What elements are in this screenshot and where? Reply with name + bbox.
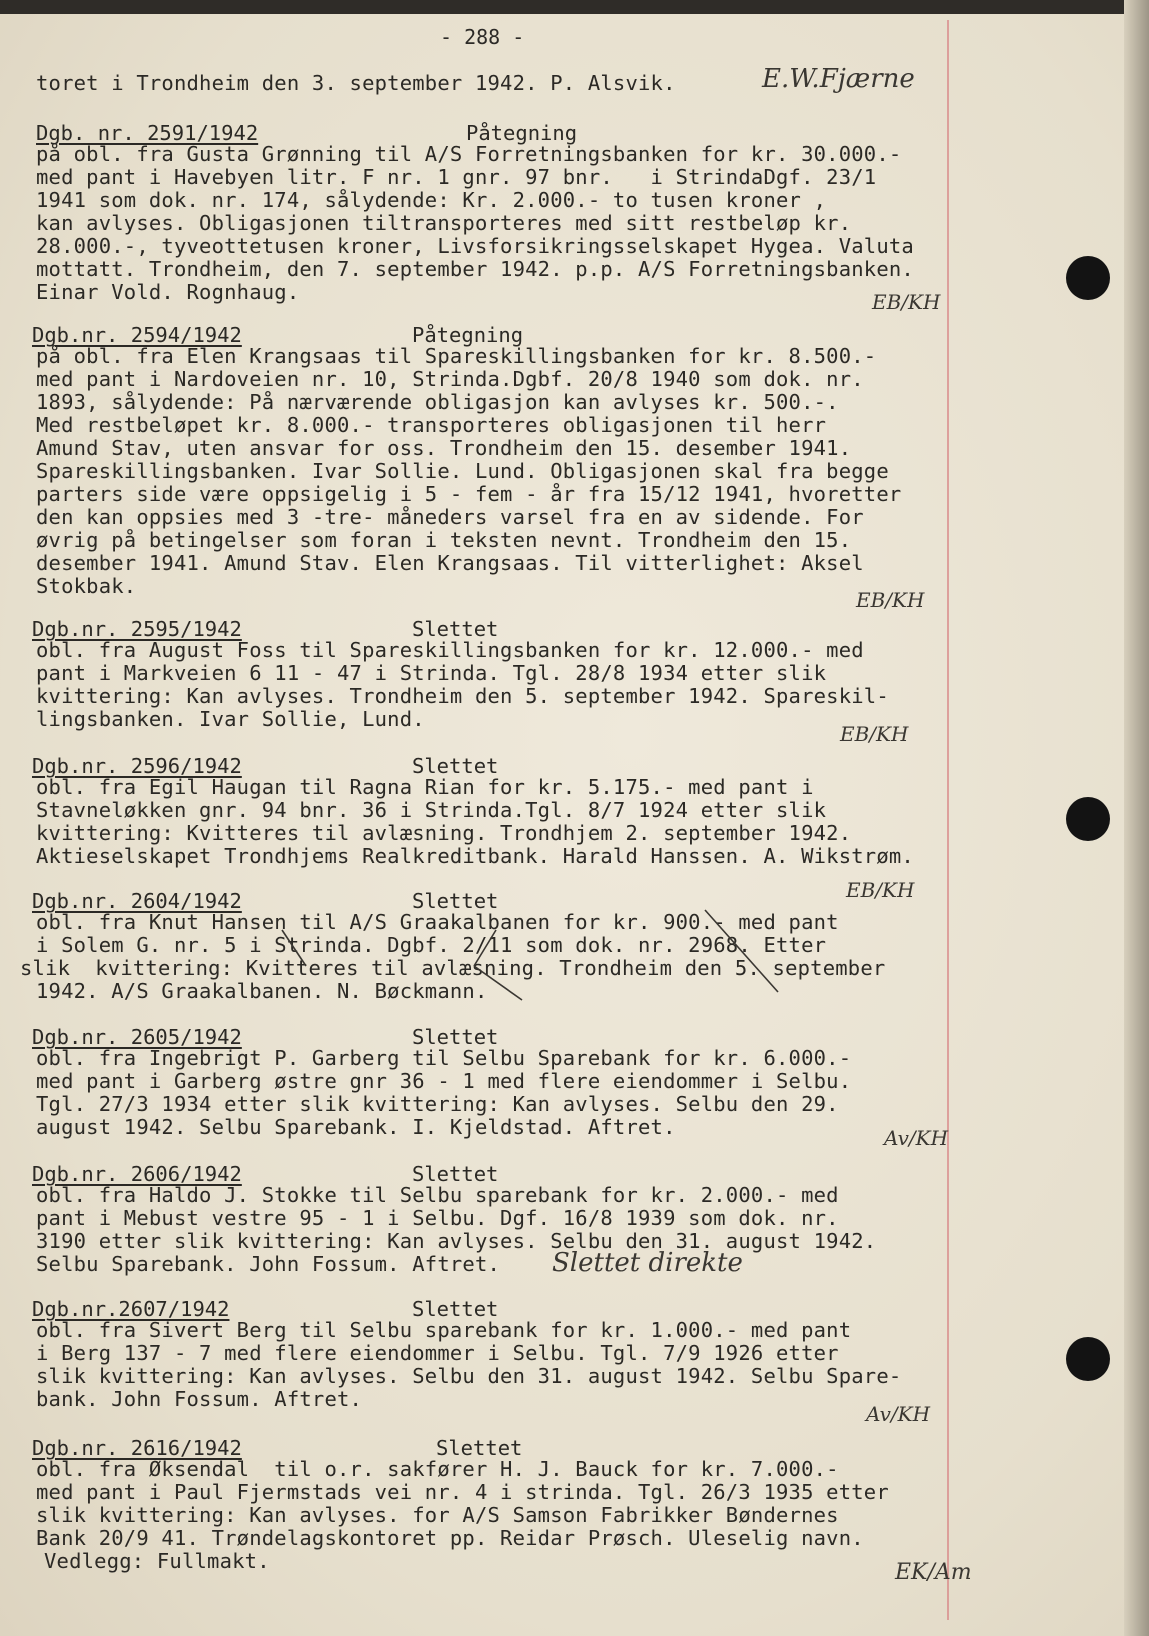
entry-text-line: kvittering: Kan avlyses. Trondheim den 5. september 1942. Spareskil- xyxy=(36,684,889,708)
entry-text-line: med pant i Garberg østre gnr 36 - 1 med flere eiendommer i Selbu. xyxy=(36,1069,852,1093)
entry-text-line: 3190 etter slik kvittering: Kan avlyses. Selbu den 31. august 1942. xyxy=(36,1229,877,1253)
handwritten-initials: EB/KH xyxy=(840,722,909,746)
entry-text-line: lingsbanken. Ivar Sollie, Lund. xyxy=(36,707,425,731)
entry-text-line: obl. fra Haldo J. Stokke til Selbu sparebank for kr. 2.000.- med xyxy=(36,1183,839,1207)
entry-type: Påtegning xyxy=(412,323,524,347)
entry-text-line: Stokbak. xyxy=(36,574,137,598)
continuation-line: toret i Trondheim den 3. september 1942. P. Alsvik. xyxy=(36,71,676,95)
entry-text-line: på obl. fra Gusta Grønning til A/S Forretningsbanken for kr. 30.000.- xyxy=(36,142,902,166)
entry-text-line: 28.000.-, tyveottetusen kroner, Livsforsikringsselskapet Hygea. Valuta xyxy=(36,234,914,258)
entry-type: Slettet xyxy=(412,754,499,778)
entry-text-line: øvrig på betingelser som foran i teksten nevnt. Trondheim den 15. xyxy=(36,528,852,552)
entry-type: Slettet xyxy=(412,889,499,913)
entry-text-line: Einar Vold. Rognhaug. xyxy=(36,280,300,304)
entry-number: Dgb.nr. 2604/1942 xyxy=(32,889,242,913)
entry-text-line: kvittering: Kvitteres til avlæsning. Trondhjem 2. september 1942. xyxy=(36,821,852,845)
entry-type: Påtegning xyxy=(466,121,578,145)
handwritten-initials: EK/Am xyxy=(895,1560,972,1585)
entry-text-line: Stavneløkken gnr. 94 bnr. 36 i Strinda.Tgl. 8/7 1924 etter slik xyxy=(36,798,827,822)
entry-text-line: med pant i Nardoveien nr. 10, Strinda.Dgbf. 20/8 1940 som dok. nr. xyxy=(36,367,864,391)
handwritten-note: Slettet direkte xyxy=(552,1248,743,1278)
entry-number: Dgb.nr. 2596/1942 xyxy=(32,754,242,778)
entry-number: Dgb.nr. 2605/1942 xyxy=(32,1025,242,1049)
entry-text-line: pant i Markveien 6 11 - 47 i Strinda. Tgl. 28/8 1934 etter slik xyxy=(36,661,827,685)
entry-number: Dgb.nr. 2616/1942 xyxy=(32,1436,242,1460)
entry-text-line: Amund Stav, uten ansvar for oss. Trondheim den 15. desember 1941. xyxy=(36,436,852,460)
handwritten-initials: Av/KH xyxy=(866,1402,931,1426)
entry-text-line: Vedlegg: Fullmakt. xyxy=(44,1549,270,1573)
handwritten-initials: EB/KH xyxy=(856,588,925,612)
handwritten-initials: EB/KH xyxy=(872,290,941,314)
entry-type: Slettet xyxy=(436,1436,523,1460)
entry-text-line: obl. fra Knut Hansen til A/S Graakalbanen for kr. 900.- med pant xyxy=(36,910,839,934)
entry-text-line: Aktieselskapet Trondhjems Realkreditbank. Harald Hanssen. A. Wikstrøm. xyxy=(36,844,914,868)
entry-number: Dgb.nr. 2595/1942 xyxy=(32,617,242,641)
entry-text-line: med pant i Havebyen litr. F nr. 1 gnr. 97 bnr. i StrindaDgf. 23/1 xyxy=(36,165,877,189)
entry-text-line: Selbu Sparebank. John Fossum. Aftret. xyxy=(36,1252,501,1276)
entry-text-line: obl. fra Øksendal til o.r. sakfører H. J. Bauck for kr. 7.000.- xyxy=(36,1457,839,1481)
entry-text-line: bank. John Fossum. Aftret. xyxy=(36,1387,363,1411)
entry-number: Dgb.nr. 2606/1942 xyxy=(32,1162,242,1186)
entry-text-line: Tgl. 27/3 1934 etter slik kvittering: Kan avlyses. Selbu den 29. xyxy=(36,1092,839,1116)
entry-number: Dgb.nr. 2594/1942 xyxy=(32,323,242,347)
entry-text-line: obl. fra August Foss til Spareskillingsbanken for kr. 12.000.- med xyxy=(36,638,864,662)
entry-text-line: august 1942. Selbu Sparebank. I. Kjeldstad. Aftret. xyxy=(36,1115,676,1139)
entry-text-line: 1893, sålydende: På nærværende obligasjon kan avlyses kr. 500.-. xyxy=(36,390,839,414)
handwritten-signature: E.W.Fjærne xyxy=(762,64,915,94)
entry-text-line: Bank 20/9 41. Trøndelagskontoret pp. Reidar Prøsch. Uleselig navn. xyxy=(36,1526,864,1550)
entry-text-line: den kan oppsies med 3 -tre- måneders varsel fra en av sidende. For xyxy=(36,505,864,529)
page-number: - 288 - xyxy=(440,25,525,49)
entry-text-line: med pant i Paul Fjermstads vei nr. 4 i strinda. Tgl. 26/3 1935 etter xyxy=(36,1480,889,1504)
entry-text-line: kan avlyses. Obligasjonen tiltransporteres med sitt restbeløp kr. xyxy=(36,211,852,235)
entry-text-line: Spareskillingsbanken. Ivar Sollie. Lund. Obligasjonen skal fra begge xyxy=(36,459,889,483)
entry-text-line: desember 1941. Amund Stav. Elen Krangsaas. Til vitterlighet: Aksel xyxy=(36,551,864,575)
entry-type: Slettet xyxy=(412,1297,499,1321)
entry-text-line: 1942. A/S Graakalbanen. N. Bøckmann. xyxy=(36,979,488,1003)
entry-type: Slettet xyxy=(412,617,499,641)
handwritten-initials: Av/KH xyxy=(884,1126,949,1150)
entry-number: Dgb. nr. 2591/1942 xyxy=(36,121,259,145)
entry-text-line: pant i Mebust vestre 95 - 1 i Selbu. Dgf. 16/8 1939 som dok. nr. xyxy=(36,1206,839,1230)
entry-text-line: parters side være oppsigelig i 5 - fem - år fra 15/12 1941, hvoretter xyxy=(36,482,902,506)
entry-text-line: mottatt. Trondheim, den 7. september 1942. p.p. A/S Forretningsbanken. xyxy=(36,257,914,281)
entry-text-line: i Solem G. nr. 5 i Strinda. Dgbf. 2/11 som dok. nr. 2968. Etter xyxy=(36,933,827,957)
entry-text-line: obl. fra Ingebrigt P. Garberg til Selbu Sparebank for kr. 6.000.- xyxy=(36,1046,852,1070)
entry-text-line: slik kvittering: Kvitteres til avlæsning. Trondheim den 5. september xyxy=(20,956,886,980)
entry-text-line: på obl. fra Elen Krangsaas til Spareskillingsbanken for kr. 8.500.- xyxy=(36,344,877,368)
entry-text-line: slik kvittering: Kan avlyses. for A/S Samson Fabrikker Bøndernes xyxy=(36,1503,839,1527)
handwritten-initials: EB/KH xyxy=(846,878,915,902)
entry-number: Dgb.nr.2607/1942 xyxy=(32,1297,230,1321)
entry-text-line: i Berg 137 - 7 med flere eiendommer i Selbu. Tgl. 7/9 1926 etter xyxy=(36,1341,839,1365)
entry-text-line: obl. fra Sivert Berg til Selbu sparebank for kr. 1.000.- med pant xyxy=(36,1318,852,1342)
entry-text-line: Med restbeløpet kr. 8.000.- transporteres obligasjonen til herr xyxy=(36,413,827,437)
entry-text-line: obl. fra Egil Haugan til Ragna Rian for kr. 5.175.- med pant i xyxy=(36,775,814,799)
entry-text-line: slik kvittering: Kan avlyses. Selbu den 31. august 1942. Selbu Spare- xyxy=(36,1364,902,1388)
entry-type: Slettet xyxy=(412,1025,499,1049)
entry-text-line: 1941 som dok. nr. 174, sålydende: Kr. 2.000.- to tusen kroner , xyxy=(36,188,827,212)
entry-type: Slettet xyxy=(412,1162,499,1186)
